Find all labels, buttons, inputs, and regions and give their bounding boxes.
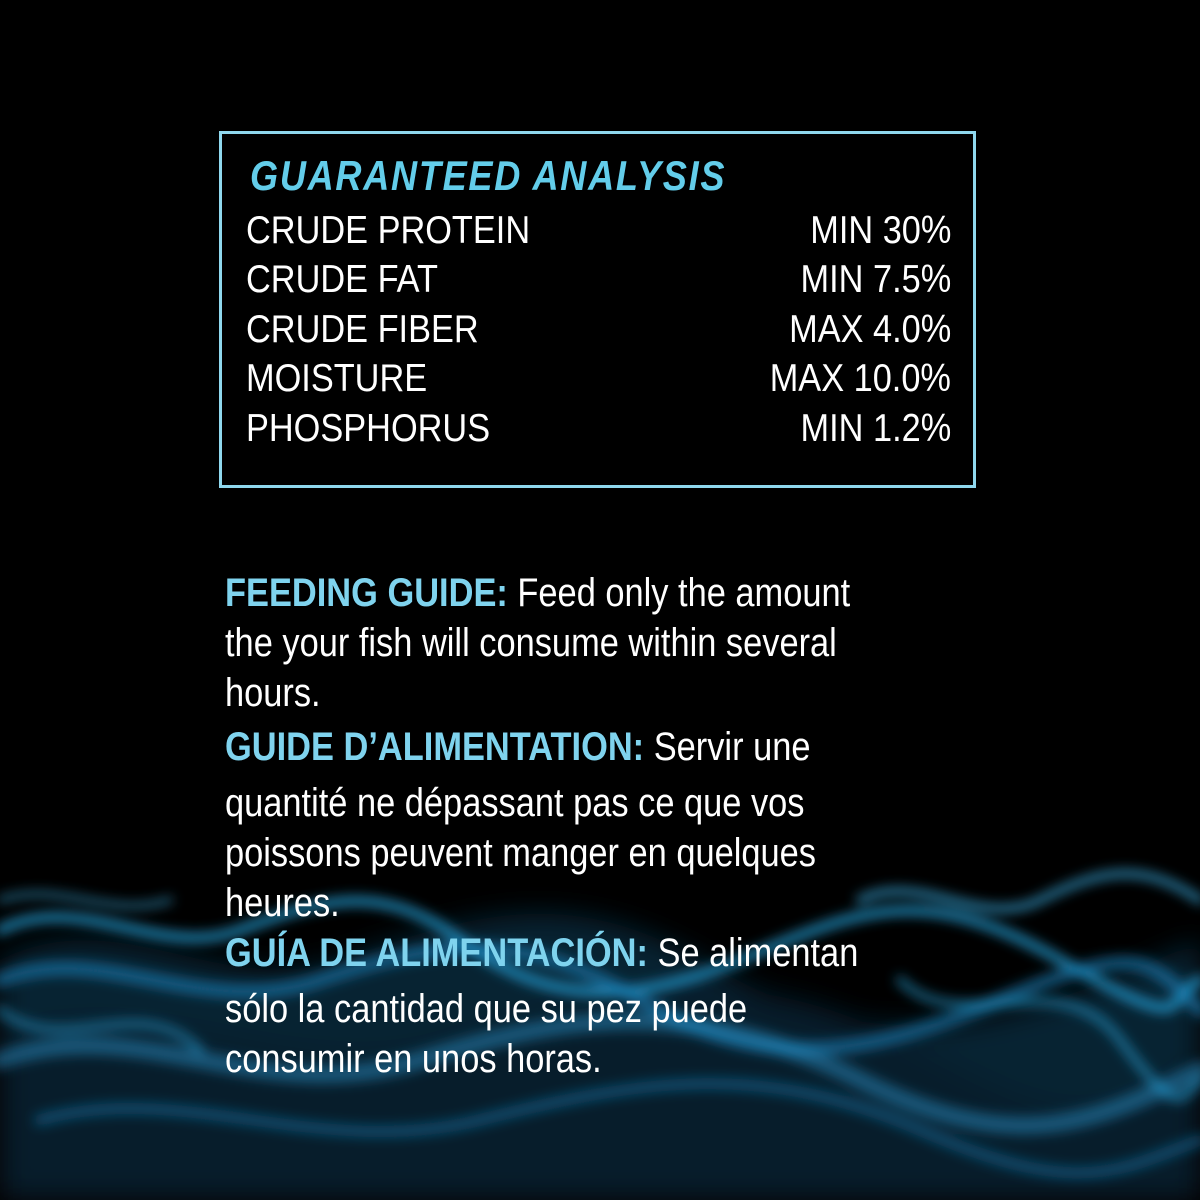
feeding-guide-text: Feed only the amount — [507, 571, 851, 615]
feeding-guide-text: Servir une — [644, 725, 811, 769]
feeding-guide-french — [225, 722, 982, 928]
feeding-guide-label-en: FEEDING GUIDE: — [225, 571, 508, 615]
nutrient-value: MIN 30% — [809, 208, 951, 252]
nutrient-name: PHOSPHORUS — [246, 406, 491, 450]
nutrient-name: MOISTURE — [246, 357, 428, 401]
feeding-guide-label-fr: GUIDE D’ALIMENTATION: — [225, 725, 645, 769]
analysis-title: GUARANTEED ANALYSIS — [250, 152, 727, 199]
nutrient-value: MIN 7.5% — [800, 258, 951, 302]
feeding-guide-text: consumir en unos horas. — [225, 1037, 602, 1081]
nutrient-value: MAX 10.0% — [769, 357, 951, 401]
nutrient-name: CRUDE PROTEIN — [246, 208, 531, 252]
analysis-row-phosphorus — [246, 404, 951, 454]
analysis-row-moisture — [246, 355, 951, 405]
analysis-row-crude-fat — [246, 256, 951, 306]
feeding-guide-text: quantité ne dépassant pas ce que vos — [225, 781, 805, 825]
nutrient-name: CRUDE FAT — [246, 258, 438, 302]
nutrient-name: CRUDE FIBER — [246, 307, 479, 351]
feeding-guide-spanish — [225, 928, 982, 1084]
feeding-guide-text: the your fish will consume within several — [225, 621, 837, 665]
feeding-guide-text: hours. — [225, 671, 321, 715]
analysis-row-crude-fiber — [246, 305, 951, 355]
analysis-table — [246, 206, 951, 454]
analysis-row-crude-protein — [246, 206, 951, 256]
feeding-guide-text: poissons peuvent manger en quelques — [225, 831, 816, 875]
feeding-guide-english — [225, 568, 982, 718]
feeding-guide-section — [225, 568, 985, 1084]
nutrient-value: MAX 4.0% — [788, 307, 951, 351]
feeding-guide-text: Se alimentan — [647, 931, 859, 975]
nutrient-value: MIN 1.2% — [800, 406, 951, 450]
feeding-guide-label-es: GUÍA DE ALIMENTACIÓN: — [225, 931, 648, 975]
feeding-guide-text: heures. — [225, 881, 340, 925]
guaranteed-analysis-panel — [219, 131, 976, 488]
feeding-guide-text: sólo la cantidad que su pez puede — [225, 987, 748, 1031]
